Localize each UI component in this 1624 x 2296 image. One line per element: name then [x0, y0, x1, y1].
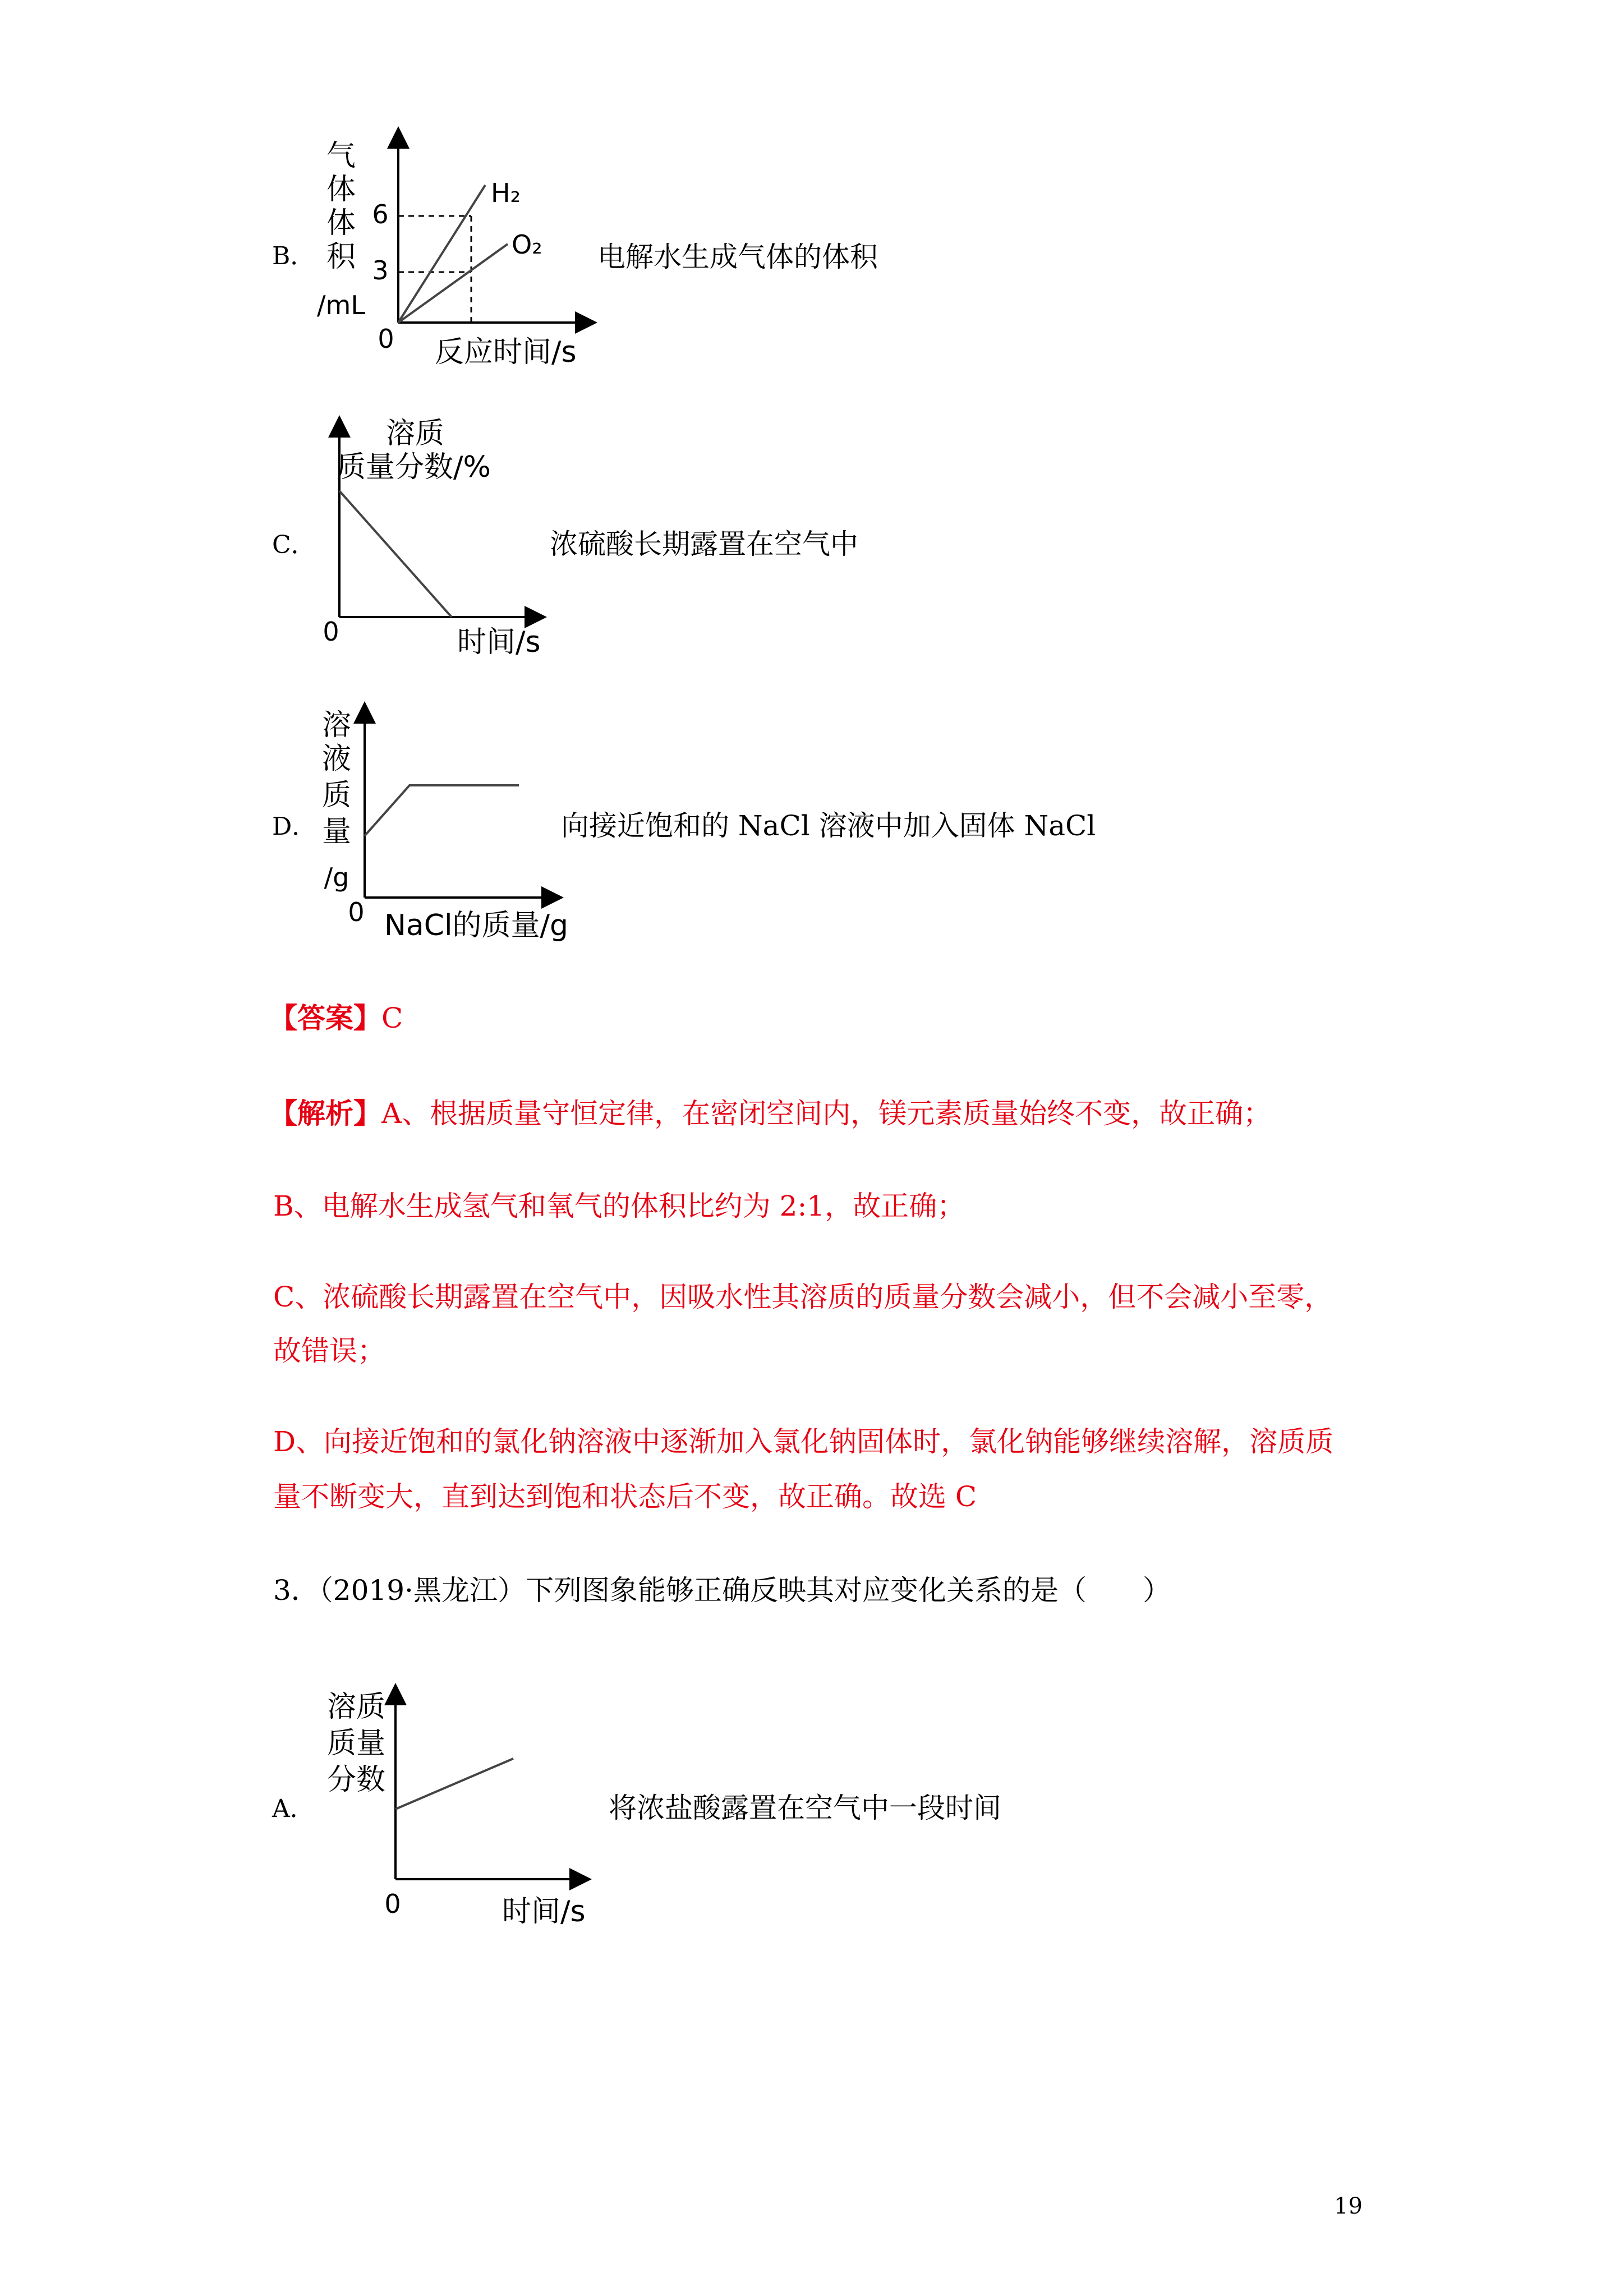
- y-axis-label: [322, 708, 351, 892]
- svg-text:分数: 分数: [326, 1763, 386, 1797]
- question-3-text: 3．（2019·黑龙江）下列图象能够正确反映其对应变化关系的是（ ）: [273, 1574, 1171, 1607]
- option-b-chart: [303, 123, 617, 376]
- option-a-description: 将浓盐酸露置在空气中一段时间: [609, 1792, 1001, 1824]
- svg-text:溶质: 溶质: [326, 1690, 386, 1724]
- analysis-line-2: B、电解水生成氢气和氧气的体积比约为 2:1，故正确；: [273, 1190, 965, 1222]
- mass-fraction-line: [339, 491, 452, 617]
- x-axis-label: NaCl的质量/g: [384, 909, 569, 942]
- option-c-letter: C．: [272, 531, 316, 559]
- option-c-description: 浓硫酸长期露置在空气中: [550, 528, 858, 560]
- answer-tag: 【答案】: [269, 1001, 381, 1034]
- analysis-line-1: [269, 1091, 1271, 1131]
- origin-label: 0: [384, 1889, 401, 1919]
- option-d-chart: [303, 701, 595, 954]
- y-axis-label: [317, 139, 365, 320]
- option-b-letter: B．: [272, 242, 315, 270]
- svg-text:/mL: /mL: [317, 290, 365, 320]
- svg-text:质量: 质量: [326, 1727, 386, 1760]
- svg-text:液: 液: [321, 742, 352, 776]
- answer: [269, 996, 403, 1036]
- analysis-line-6: 量不断变大，直到达到饱和状态后不变，故正确。故选 C: [273, 1480, 977, 1513]
- tick-6: 6: [372, 199, 389, 229]
- svg-text:体: 体: [326, 173, 356, 206]
- y-axis-label-line1: 溶质: [385, 417, 445, 450]
- svg-text:量: 量: [321, 815, 352, 849]
- option-d-description: 向接近饱和的 NaCl 溶液中加入固体 NaCl: [561, 809, 1096, 842]
- option-d-letter: D．: [272, 812, 317, 841]
- mass-fraction-line: [395, 1759, 513, 1809]
- origin-label: 0: [378, 324, 394, 354]
- tick-3: 3: [372, 255, 389, 286]
- page-number: 19: [1334, 2193, 1363, 2219]
- analysis-line-3: C、浓硫酸长期露置在空气中，因吸水性其溶质的质量分数会减小，但不会减小至零，: [273, 1281, 1333, 1313]
- series-h2-label: H₂: [491, 178, 521, 208]
- svg-text:体: 体: [326, 206, 356, 240]
- x-axis-label: 时间/s: [457, 625, 541, 659]
- origin-label: 0: [348, 897, 365, 927]
- option-c-chart: [314, 409, 572, 662]
- y-axis-label: [327, 1690, 385, 1797]
- analysis-text-1: A、根据质量守恒定律，在密闭空间内，镁元素质量始终不变，故正确；: [381, 1097, 1272, 1130]
- x-axis-label: 反应时间/s: [435, 335, 577, 369]
- solution-mass-line: [365, 785, 519, 836]
- svg-text:质: 质: [321, 779, 352, 812]
- option-b-description: 电解水生成气体的体积: [597, 241, 878, 273]
- svg-text:气: 气: [326, 139, 356, 173]
- series-h2-line: [398, 185, 485, 323]
- svg-text:溶: 溶: [321, 708, 352, 742]
- option-a-letter: A．: [272, 1795, 315, 1823]
- analysis-line-5: D、向接近饱和的氯化钠溶液中逐渐加入氯化钠固体时，氯化钠能够继续溶解，溶质质: [273, 1425, 1334, 1458]
- svg-text:积: 积: [326, 240, 356, 274]
- origin-label: 0: [323, 616, 339, 647]
- analysis-tag: 【解析】: [269, 1097, 381, 1130]
- svg-text:/g: /g: [324, 862, 349, 892]
- series-o2-label: O₂: [512, 229, 542, 260]
- option-a-chart: [320, 1677, 600, 1930]
- answer-value: C: [381, 1002, 403, 1034]
- series-o2-line: [398, 244, 508, 323]
- analysis-line-4: 故错误；: [273, 1335, 385, 1367]
- x-axis-label: 时间/s: [502, 1895, 586, 1929]
- y-axis-label-line2: 质量分数/%: [337, 450, 491, 484]
